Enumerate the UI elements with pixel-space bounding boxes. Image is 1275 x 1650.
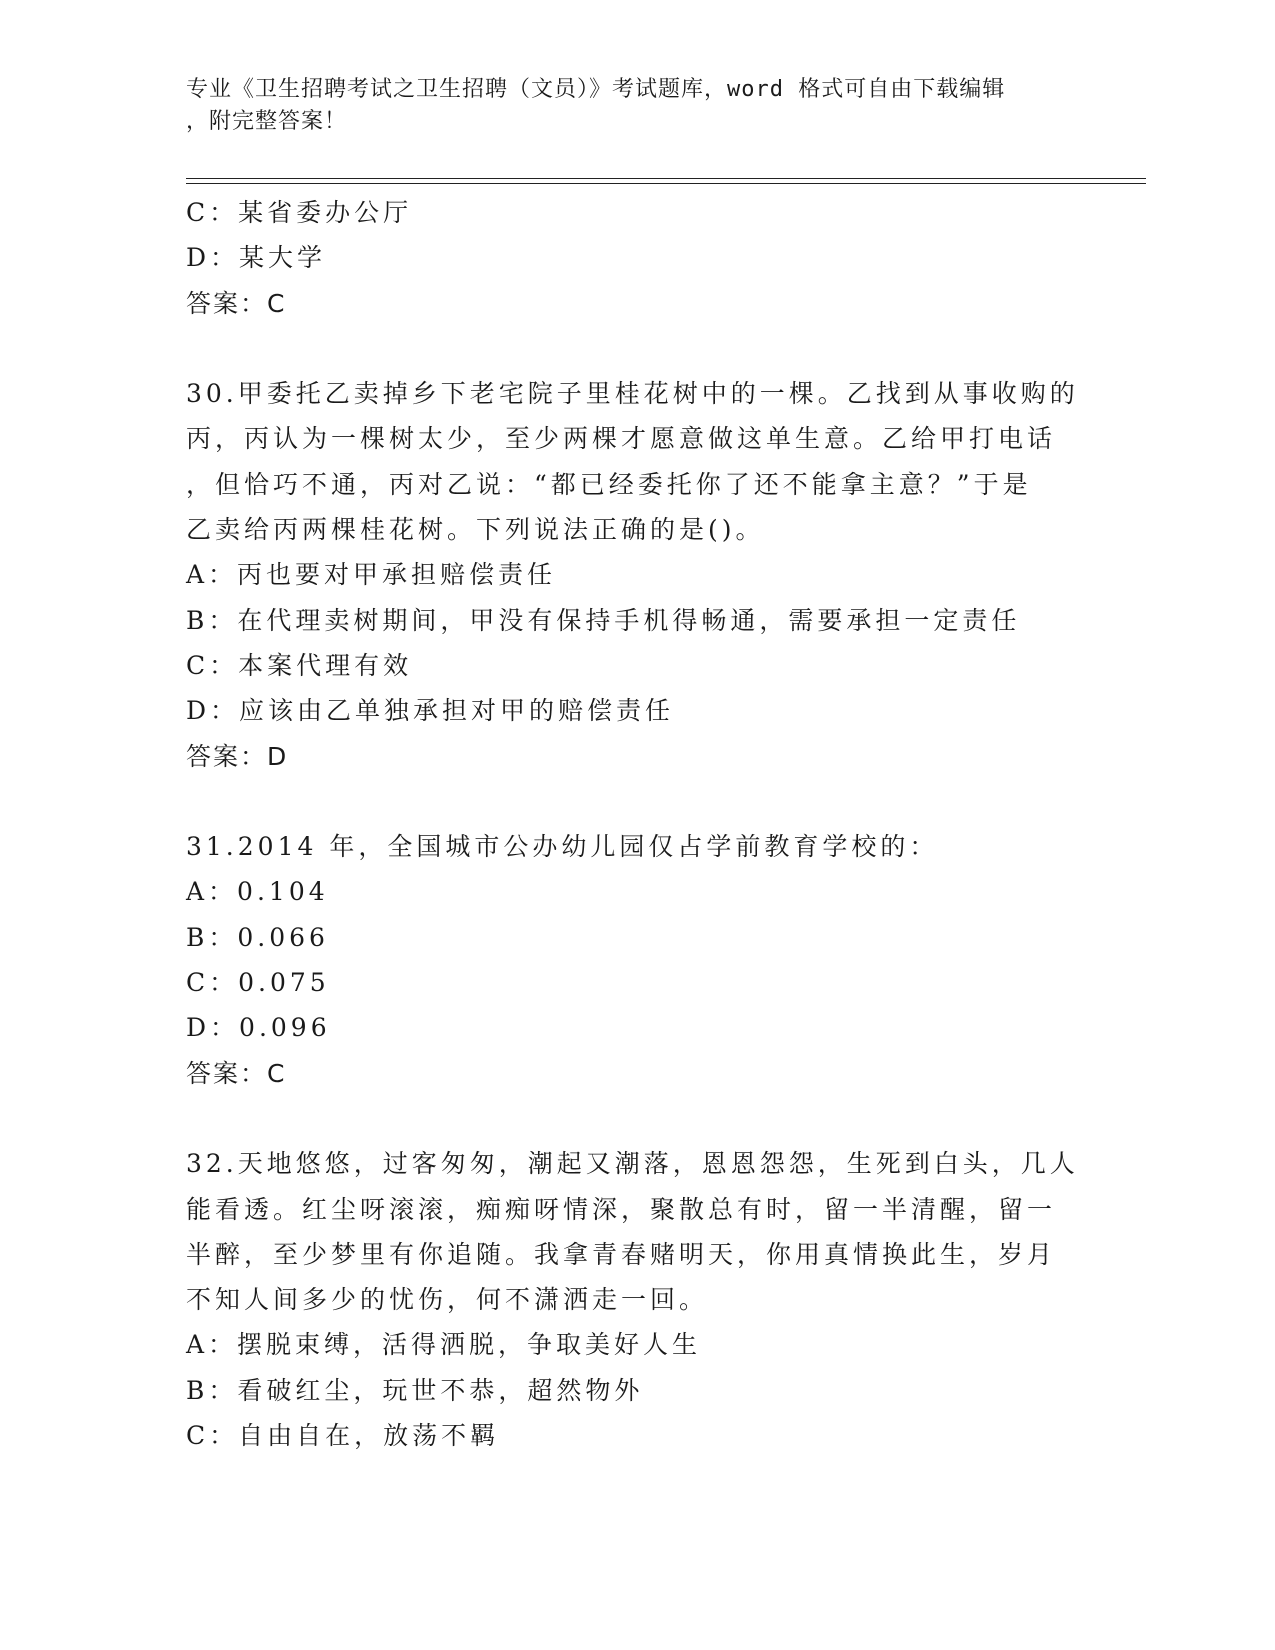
question-32 (186, 1141, 1106, 1458)
question-text-line: 30.甲委托乙卖掉乡下老宅院子里桂花树中的一棵。乙找到从事收购的 (186, 379, 1079, 409)
spacer (186, 1096, 1106, 1141)
question-text-line: 32.天地悠悠，过客匆匆，潮起又潮落，恩恩怨怨，生死到白头，几人 (186, 1149, 1079, 1179)
answer-line: 答案：C (186, 288, 287, 318)
header-line-1: 专业《卫生招聘考试之卫生招聘（文员）》考试题库，word 格式可自由下载编辑 (186, 77, 1006, 102)
option-a: A：摆脱束缚，活得洒脱，争取美好人生 (186, 1330, 702, 1360)
question-text-line: 半醉，至少梦里有你追随。我拿青春赌明天，你用真情换此生，岁月 (186, 1239, 1057, 1269)
spacer (186, 779, 1106, 824)
option-d: D：某大学 (186, 243, 327, 273)
spacer (186, 326, 1106, 371)
question-text-line: 丙，丙认为一棵树太少，至少两棵才愿意做这单生意。乙给甲打电话 (186, 424, 1057, 454)
option-d: D：0.096 (186, 1013, 331, 1043)
option-a: A：0.104 (186, 877, 329, 907)
question-text-line: 不知人间多少的忧伤，何不潇洒走一回。 (186, 1285, 709, 1315)
question-30 (186, 371, 1106, 779)
option-b: B：0.066 (186, 922, 329, 952)
answer-line: 答案：C (186, 1058, 287, 1088)
header-divider-top (186, 178, 1146, 179)
question-31 (186, 824, 1106, 1096)
option-c: C：某省委办公厅 (186, 198, 413, 227)
question-29-tail (186, 190, 1106, 326)
document-header (186, 74, 1066, 138)
option-b: B：看破红尘，玩世不恭，超然物外 (186, 1375, 644, 1405)
question-text-line: 31.2014 年，全国城市公办幼儿园仅占学前教育学校的： (186, 832, 939, 862)
option-b: B：在代理卖树期间，甲没有保持手机得畅通，需要承担一定责任 (186, 605, 1021, 635)
option-c: C：自由自在，放荡不羁 (186, 1421, 500, 1451)
question-text-line: ，但恰巧不通，丙对乙说：“都已经委托你了还不能拿主意？”于是 (186, 469, 1032, 499)
document-body (186, 190, 1106, 1458)
answer-line: 答案：D (186, 741, 289, 771)
option-d: D：应该由乙单独承担对甲的赔偿责任 (186, 696, 675, 726)
option-c: C：本案代理有效 (186, 650, 413, 680)
question-text-line: 能看透。红尘呀滚滚，痴痴呀情深，聚散总有时，留一半清醒，留一 (186, 1194, 1057, 1224)
header-line-2: ，附完整答案！ (186, 109, 348, 134)
question-text-line: 乙卖给丙两棵桂花树。下列说法正确的是()。 (186, 515, 765, 545)
header-divider-bottom (186, 183, 1146, 184)
option-a: A：丙也要对甲承担赔偿责任 (186, 560, 557, 590)
option-c: C：0.075 (186, 968, 330, 998)
